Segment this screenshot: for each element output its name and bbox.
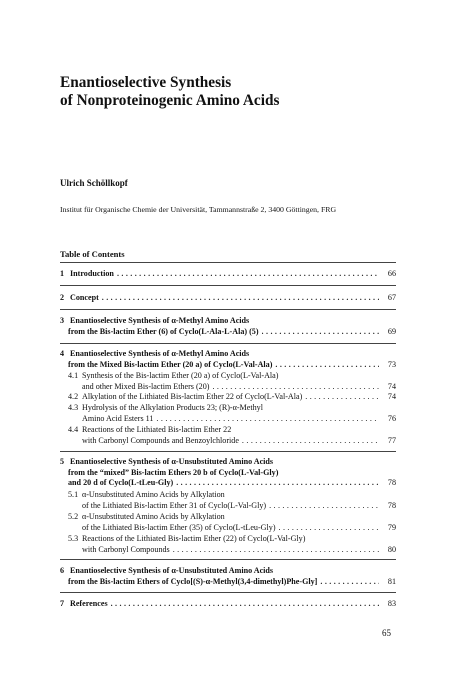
toc-page: 83 <box>387 599 396 608</box>
toc-entry-2: 2 Concept . . . 67 <box>60 293 396 304</box>
toc-entry-4-2: 4.2 Alkylation of the Lithiated Bis-lactim Ether 22 of Cyclo(L-Val-Ala) . . . 74 <box>60 392 396 403</box>
toc-page: 74 <box>387 381 396 391</box>
toc-entry-text: Concept <box>70 293 99 302</box>
toc-page: 74 <box>387 392 396 401</box>
toc-entry-5-1: 5.1 α-Unsubstituted Amino Acids by Alkylation of the Lithiated Bis-lactim Ether 31 of Cyclo(L-Val-Gly) . . . 78 <box>60 490 396 511</box>
divider <box>60 309 396 310</box>
toc-page: 77 <box>387 435 396 445</box>
divider <box>60 285 396 286</box>
toc-page: 76 <box>387 413 396 423</box>
toc-entry-4-1: 4.1 Synthesis of the Bis-lactim Ether (20 a) of Cyclo(L-Val-Ala) and other Mixed Bis-lactim Ethers (20) . . . 74 <box>60 371 396 392</box>
toc-entry-4-4: 4.4 Reactions of the Lithiated Bis-lactim Ether 22 with Carbonyl Compounds and Benzoylchloride . . . 77 <box>60 425 396 446</box>
divider <box>60 559 396 560</box>
title-line-2: of Nonproteinogenic Amino Acids <box>60 92 280 109</box>
toc-page: 73 <box>387 359 396 369</box>
toc-entry-3: 3 Enantioselective Synthesis of α-Methyl Amino Acids from the Bis-lactim Ether (6) of Cyclo(L-Ala-L-Ala) (5) . . . 69 <box>60 316 396 337</box>
toc-page: 67 <box>387 293 396 302</box>
divider <box>60 592 396 593</box>
page-number: 65 <box>382 628 391 638</box>
toc-entry-5: 5 Enantioselective Synthesis of α-Unsubstituted Amino Acids from the “mixed” Bis-lactim Ethers 20 b of Cyclo(L-Val-Gly) and 20 d of Cyclo(L-tLeu-Gly) . . . 78 <box>60 457 396 489</box>
toc-page: 66 <box>387 269 396 278</box>
toc-page: 79 <box>387 522 396 532</box>
toc-entry-text: References <box>70 599 108 608</box>
toc-entry-7: 7 References . . . 83 <box>60 599 396 610</box>
divider <box>60 451 396 452</box>
toc-entry-1: 1 Introduction . . . 66 <box>60 269 396 280</box>
title-line-1: Enantioselective Synthesis <box>60 74 232 91</box>
toc-entry-text: Introduction <box>70 269 114 278</box>
author-affiliation: Institut für Organische Chemie der Universität, Tammannstraße 2, 3400 Göttingen, FRG <box>60 205 337 214</box>
divider <box>60 343 396 344</box>
toc-heading: Table of Contents <box>60 249 125 259</box>
toc-entry-4: 4 Enantioselective Synthesis of α-Methyl Amino Acids from the Mixed Bis-lactim Ether (20 a) of Cyclo(L-Val-Ala) . . . 73 <box>60 349 396 370</box>
author-name: Ulrich Schöllkopf <box>60 178 128 188</box>
toc-page: 80 <box>387 544 396 554</box>
divider <box>60 262 396 263</box>
toc-entry-4-3: 4.3 Hydrolysis of the Alkylation Products 23; (R)-α-Methyl Amino Acid Esters 11 . . . 76 <box>60 403 396 424</box>
toc-page: 69 <box>387 326 396 336</box>
toc-page: 78 <box>387 478 396 488</box>
toc-entry-5-2: 5.2 α-Unsubstituted Amino Acids by Alkylation of the Lithiated Bis-lactim Ether (35) of Cyclo(L-tLeu-Gly) . . . 79 <box>60 512 396 533</box>
toc-page: 78 <box>387 500 396 510</box>
paper-title <box>60 74 279 110</box>
toc-entry-6: 6 Enantioselective Synthesis of α-Unsubstituted Amino Acids from the Bis-lactim Ethers of Cyclo[(S)-α-Methyl(3,4-dimethyl)Phe-Gly] . . . 81 <box>60 566 396 587</box>
toc-page: 81 <box>387 576 396 586</box>
toc-entry-5-3: 5.3 Reactions of the Lithiated Bis-lactim Ether (22) of Cyclo(L-Val-Gly) with Carbonyl Compounds . . . 80 <box>60 534 396 555</box>
